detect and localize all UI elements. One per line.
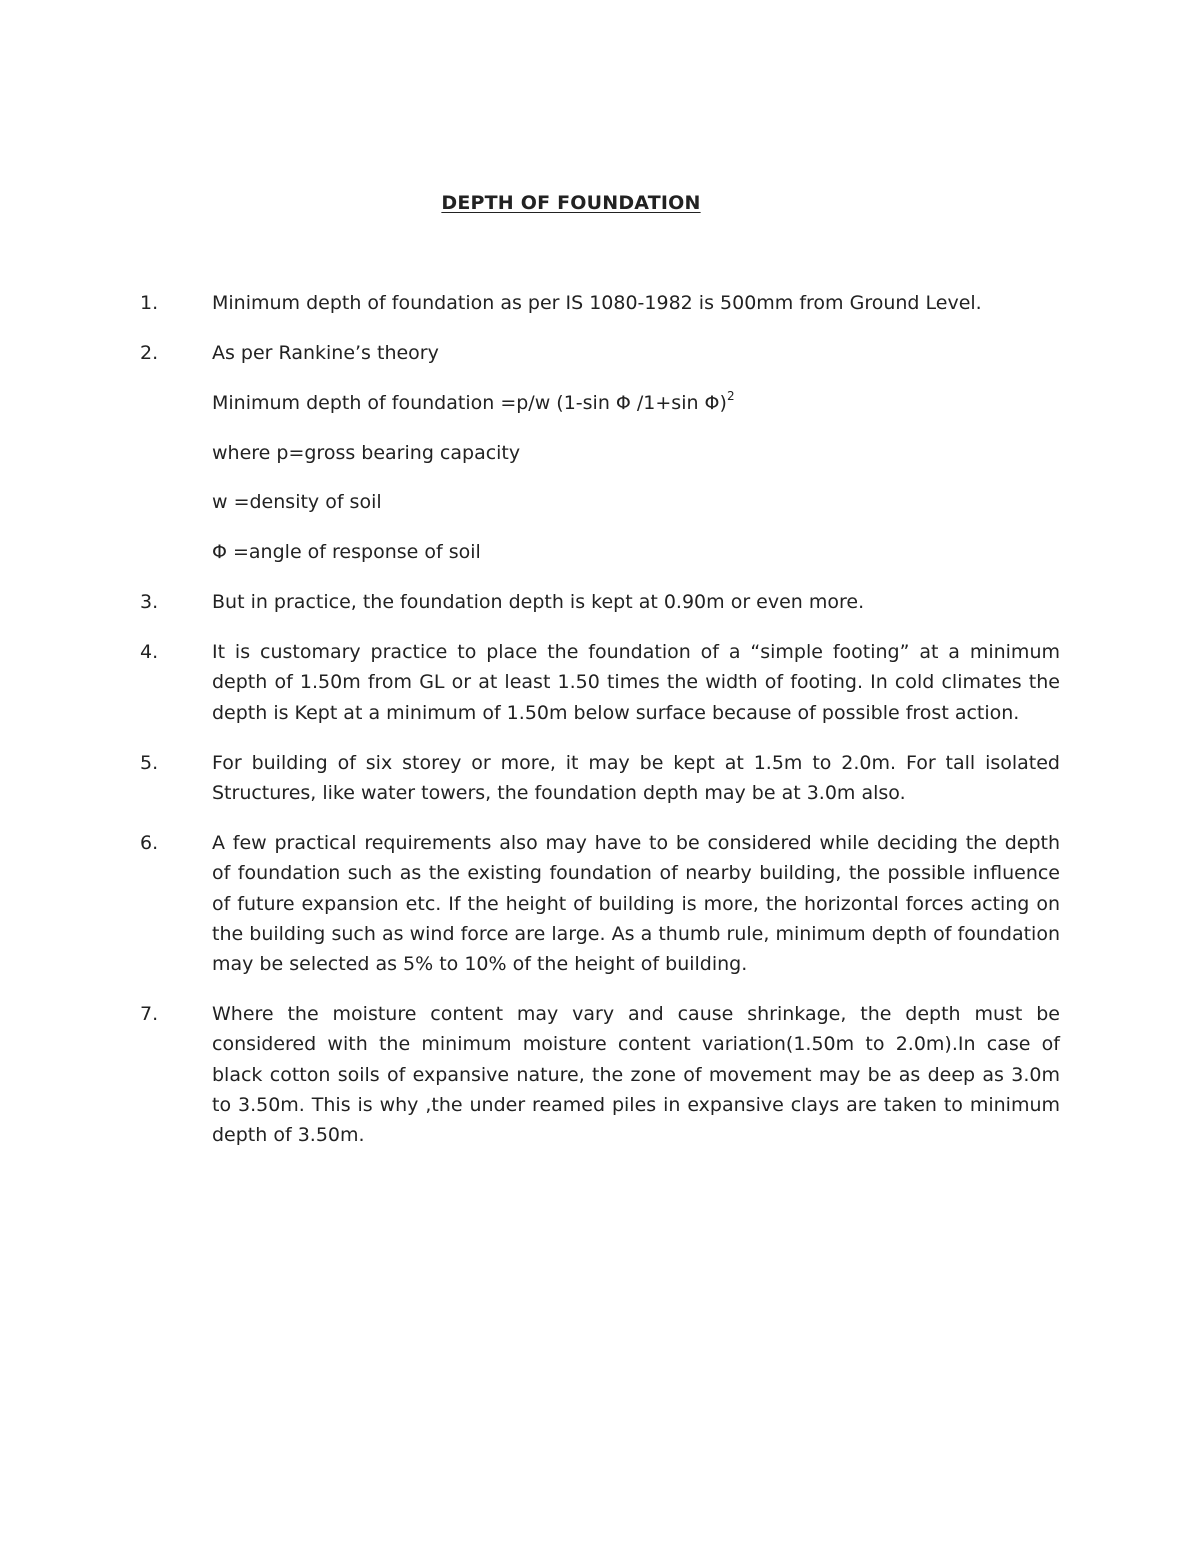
list-item-number: 6. <box>140 832 159 854</box>
formula-line <box>212 388 1060 418</box>
list-item-number: 5. <box>140 751 159 774</box>
formula-text: Minimum depth of foundation =p/w (1-sin Φ /1+sin Φ) <box>212 391 727 414</box>
list-item-text: Where the moisture content may vary and cause shrinkage, the depth must be considered with the minimum moisture content variation(1.50m to 2.0m).In case of black cotton soils of expansive nature, the zone of movement may be as deep as 3.0m to 3.50m. This is why ,the under reamed piles in expansive clays are taken to minimum depth of 3.50m. <box>212 1003 1060 1147</box>
list-item <box>140 999 1060 1150</box>
definition-line: w =density of soil <box>212 491 382 514</box>
list-item-number: 4. <box>140 641 159 664</box>
list-item-text: It is customary practice to place the foundation of a “simple footing” at a minimum depth of 1.50m from GL or at least 1.50 times the width of footing. In cold climates the depth is Kept at a minimum of 1.50m below surface because of possible frost action. <box>212 641 1060 724</box>
list-item <box>140 338 1060 567</box>
list-item <box>140 288 1060 318</box>
list-item-text: For building of six storey or more, it may be kept at 1.5m to 2.0m. For tall isolated Structures, like water towers, the foundation depth may be at 3.0m also. <box>212 751 1060 805</box>
definition-line: Φ =angle of response of soil <box>212 541 481 564</box>
list-item-number: 3. <box>140 591 159 614</box>
list-item-text: As per Rankine’s theory <box>212 341 439 364</box>
list-item <box>140 637 1060 728</box>
formula-exponent: 2 <box>726 388 735 403</box>
numbered-list <box>140 288 1060 1151</box>
list-item-text: Minimum depth of foundation as per IS 1080-1982 is 500mm from Ground Level. <box>212 292 982 314</box>
list-item-number: 2. <box>140 341 159 364</box>
list-item-number: 7. <box>140 1003 159 1026</box>
list-item <box>140 748 1060 809</box>
list-item-number: 1. <box>140 292 159 314</box>
list-item <box>140 587 1060 617</box>
list-item-text: A few practical requirements also may have to be considered while deciding the depth of foundation such as the existing foundation of nearby building, the possible influence of future expansion etc. If the height of building is more, the horizontal forces acting on the building such as wind force are large. As a thumb rule, minimum depth of foundation may be selected as 5% to 10% of the height of building. <box>212 832 1060 976</box>
page-title: DEPTH OF FOUNDATION <box>441 192 701 214</box>
definition-line: where p=gross bearing capacity <box>212 441 521 464</box>
list-item-text: But in practice, the foundation depth is kept at 0.90m or even more. <box>212 591 865 614</box>
list-item <box>140 828 1060 979</box>
